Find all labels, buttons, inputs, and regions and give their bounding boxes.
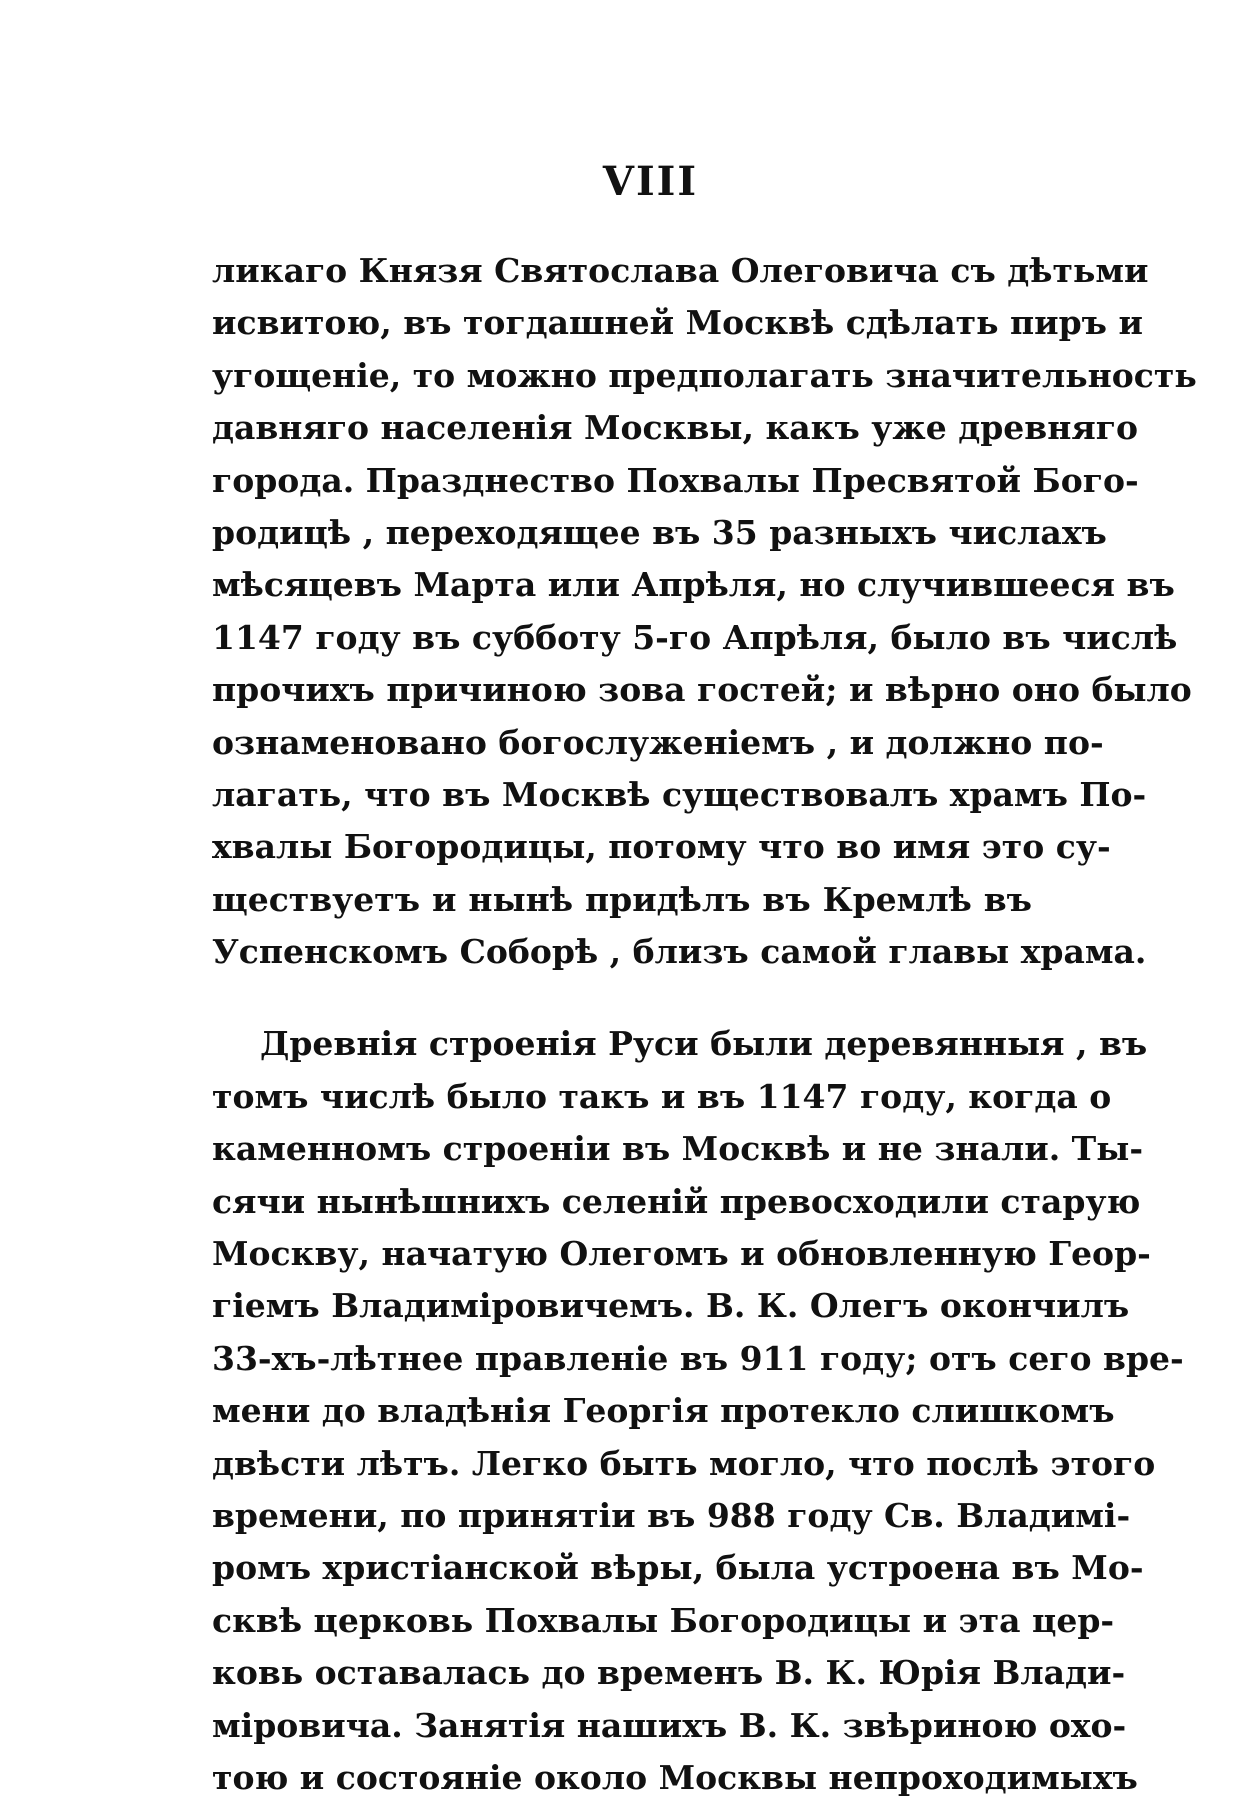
text-line: сквѣ церковь Похвалы Богородицы и эта цер- [212, 1600, 1115, 1640]
text-line: Москву, начатую Олегомъ и обновленную Геор- [212, 1234, 1151, 1274]
text-line: исвитою, въ тогдашней Москвѣ сдѣлать пиръ и [212, 303, 1143, 343]
text-line: Успенскомъ Соборѣ , близъ самой главы храма. [212, 932, 1147, 972]
paragraph-1 [212, 245, 1197, 978]
text-line: города. Празднество Похвалы Пресвятой Бого- [212, 460, 1139, 500]
text-line: тою и состояніе около Москвы непроходимыхъ [212, 1757, 1138, 1797]
text-line: лагать, что въ Москвѣ существовалъ храмъ По- [212, 774, 1147, 814]
text-line: времени, по принятіи въ 988 году Св. Владимі- [212, 1495, 1131, 1535]
text-line: ознаменовано богослуженіемъ , и должно по- [212, 722, 1104, 762]
text-line: давняго населенія Москвы, какъ уже древняго [212, 408, 1138, 448]
text-line: сячи нынѣшнихъ селеній превосходили старую [212, 1181, 1141, 1221]
paragraph-2 [212, 1018, 1184, 1804]
text-line: мѣсяцевъ Марта или Апрѣля, но случившееся въ [212, 565, 1175, 605]
text-line: 33-хъ-лѣтнее правленіе въ 911 году; отъ сего вре- [212, 1338, 1184, 1378]
text-line: міровича. Занятія нашихъ В. К. звѣриною охо- [212, 1705, 1127, 1745]
body-text [212, 245, 1197, 1804]
text-line: томъ числѣ было такъ и въ 1147 году, когда о [212, 1076, 1112, 1116]
text-line: ликаго Князя Святослава Олеговича съ дѣтьми [212, 251, 1149, 290]
text-line: хвалы Богородицы, потому что во имя это су- [212, 827, 1111, 867]
text-line: ществуетъ и нынѣ придѣлъ въ Кремлѣ въ [212, 879, 1032, 919]
text-line: угощеніе, то можно предполагать значительность [212, 355, 1197, 395]
text-line: Древнія строенія Руси были деревянныя , въ [260, 1024, 1148, 1064]
text-line: прочихъ причиною зова гостей; и вѣрно оно было [212, 670, 1192, 710]
text-line: каменномъ строеніи въ Москвѣ и не знали. Ты- [212, 1129, 1144, 1169]
text-line: родицѣ , переходящее въ 35 разныхъ числахъ [212, 512, 1107, 552]
text-line: ковь оставалась до временъ В. К. Юрія Влади- [212, 1653, 1126, 1693]
page-number: VIII [602, 158, 699, 205]
text-line: мени до владѣнія Георгія протекло слишкомъ [212, 1391, 1115, 1431]
text-line: двѣсти лѣтъ. Легко быть могло, что послѣ этого [212, 1443, 1156, 1483]
text-line: гіемъ Владиміровичемъ. В. К. Олегъ окончилъ [212, 1286, 1130, 1326]
text-line: ромъ христіанской вѣры, была устроена въ Мо- [212, 1548, 1144, 1588]
text-line: 1147 году въ субботу 5-го Апрѣля, было въ числѣ [212, 617, 1178, 657]
